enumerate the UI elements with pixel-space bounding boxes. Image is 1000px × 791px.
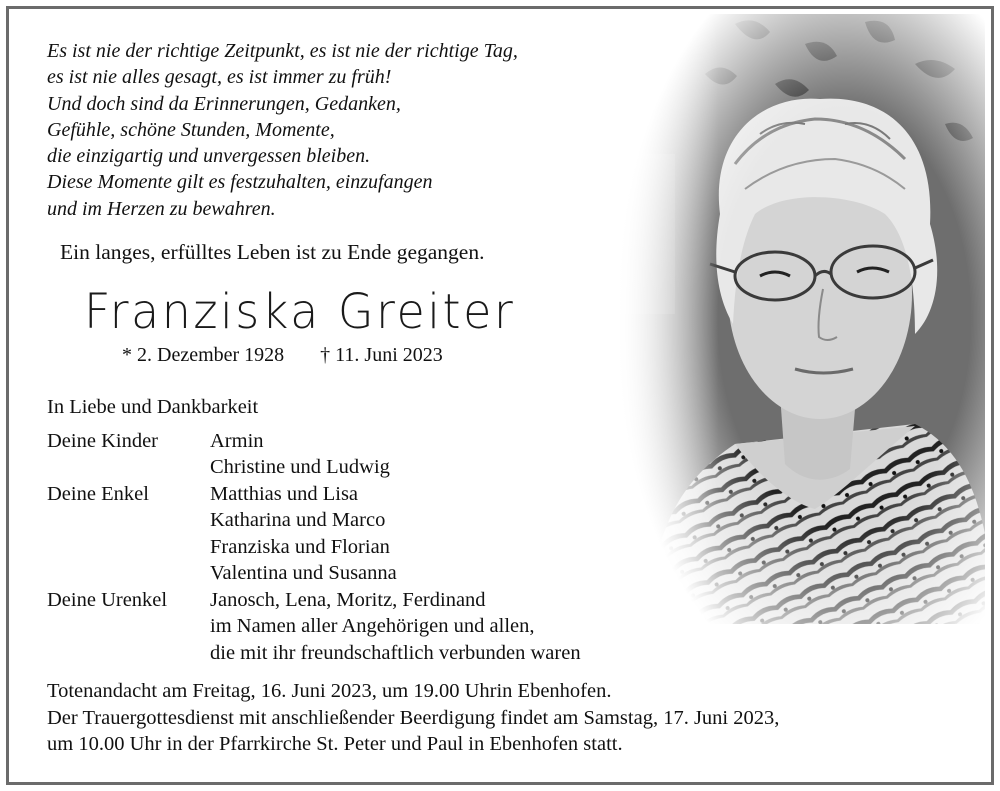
mourner-name: Christine und Ludwig <box>210 456 390 478</box>
poem-line: Es ist nie der richtige Zeitpunkt, es ist nie der richtige Tag, <box>47 40 518 62</box>
children-label: Deine Kinder <box>47 429 158 452</box>
poem <box>47 38 518 222</box>
mourner-name: Janosch, Lena, Moritz, Ferdinand <box>210 588 486 611</box>
deceased-name: Franziska Greiter <box>84 283 516 340</box>
poem-line: Diese Momente gilt es festzuhalten, einzufangen <box>47 171 433 194</box>
great-grandchildren-names <box>210 587 581 667</box>
footer-line: Der Trauergottesdienst mit anschließender Beerdigung findet am Samstag, 17. Juni 2023, <box>47 706 780 729</box>
mourners-list <box>47 394 581 666</box>
poem-line: es ist nie alles gesagt, es ist immer zu früh! <box>47 66 392 89</box>
mourner-name: im Namen aller Angehörigen und allen, <box>210 615 535 637</box>
life-dates <box>122 344 443 367</box>
death-date: † 11. Juni 2023 <box>320 344 443 366</box>
grandchildren-label: Deine Enkel <box>47 482 149 505</box>
birth-date: * 2. Dezember 1928 <box>122 344 285 366</box>
poem-line: und im Herzen zu bewahren. <box>47 197 276 220</box>
mourner-name: Armin <box>210 429 264 452</box>
intro-text: Ein langes, erfülltes Leben ist zu Ende gegangen. <box>60 240 485 264</box>
great-grandchildren-row <box>47 587 581 667</box>
mourner-name: die mit ihr freundschaftlich verbunden waren <box>210 641 581 664</box>
mourner-name: Katharina und Marco <box>210 509 386 531</box>
mourner-name: Matthias und Lisa <box>210 482 359 505</box>
mourner-name: Franziska und Florian <box>210 535 390 558</box>
poem-line: die einzigartig und unvergessen bleiben. <box>47 145 371 168</box>
mourner-name: Valentina und Susanna <box>210 562 397 584</box>
poem-line: Und doch sind da Erinnerungen, Gedanken, <box>47 92 401 115</box>
service-details <box>47 678 779 758</box>
poem-line: Gefühle, schöne Stunden, Momente, <box>47 118 335 141</box>
footer-line: Totenandacht am Freitag, 16. Juni 2023, um 19.00 Uhrin Ebenhofen. <box>47 680 612 702</box>
thanks-line: In Liebe und Dankbarkeit <box>47 396 259 418</box>
portrait-photo <box>615 14 985 624</box>
children-row <box>47 428 581 481</box>
children-names <box>210 428 390 481</box>
grandchildren-row <box>47 481 581 587</box>
grandchildren-names <box>210 481 397 587</box>
footer-line: um 10.00 Uhr in der Pfarrkirche St. Peter und Paul in Ebenhofen statt. <box>47 733 623 756</box>
great-grandchildren-label: Deine Urenkel <box>47 588 168 611</box>
